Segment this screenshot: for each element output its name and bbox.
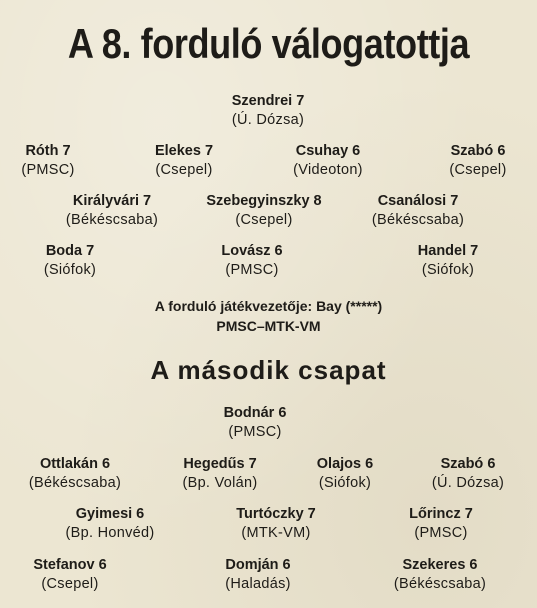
player-club: (Ú. Dózsa) [431,475,505,491]
player-name: Domján 6 [225,557,291,573]
player-club: (Bp. Volán) [182,475,258,491]
first-team-midfielder [179,192,349,230]
player-club: (Békéscsaba) [393,576,487,592]
first-team-defender [393,142,537,180]
first-team-forward [167,242,337,280]
first-team-midfielder [333,192,503,230]
player-name: Szabó 6 [450,143,506,159]
second-team-forward [355,556,525,594]
player-name: Turtóczky 7 [236,506,316,522]
player-club: (Videoton) [293,162,363,178]
player-club: (Bp. Honvéd) [65,525,155,541]
second-team-midfielder [356,505,526,543]
player-name: Elekes 7 [154,143,214,159]
second-team-midfielder [191,505,361,543]
player-club: (Siófok) [421,262,475,278]
player-club: (PMSC) [225,262,279,278]
player-club: (Csepel) [235,212,293,228]
player-club: (MTK-VM) [241,525,311,541]
player-name: Csanálosi 7 [377,193,459,209]
first-team-defender [243,142,413,180]
second-team-midfielder [25,505,195,543]
player-name: Szebegyinszky 8 [206,193,322,209]
player-club: (PMSC) [414,525,468,541]
player-name: Szabó 6 [440,456,496,472]
player-name: Királyvári 7 [72,193,152,209]
second-team-defender [383,455,537,493]
player-club: (Csepel) [155,162,213,178]
player-club: (Ú. Dózsa) [231,112,305,128]
player-club: (Haladás) [225,576,291,592]
player-name: Szekeres 6 [402,557,478,573]
second-team-forward [173,556,343,594]
referee-match: PMSC–MTK-VM [216,318,321,334]
player-name: Bodnár 6 [223,405,287,421]
player-club: (Csepel) [449,162,507,178]
player-club: (Békéscsaba) [65,212,159,228]
player-name: Lovász 6 [221,243,283,259]
player-name: Róth 7 [25,143,71,159]
headline: A 8. forduló válogatottja [67,20,470,67]
player-club: (Siófok) [43,262,97,278]
first-team-midfielder [27,192,197,230]
player-name: Szendrei 7 [231,93,305,109]
second-team-goalkeeper [170,404,340,442]
player-name: Hegedűs 7 [183,456,257,472]
first-team-forward [363,242,533,280]
player-name: Olajos 6 [316,456,374,472]
player-name: Ottlakán 6 [39,456,111,472]
player-name: Handel 7 [417,243,479,259]
second-team-title: A második csapat [150,355,387,385]
player-name: Boda 7 [45,243,95,259]
referee-line: A forduló játékvezetője: Bay (*****) [154,298,383,314]
player-name: Gyimesi 6 [75,506,145,522]
player-club: (Békéscsaba) [371,212,465,228]
player-club: (PMSC) [21,162,75,178]
player-club: (Békéscsaba) [28,475,122,491]
player-name: Lőrincz 7 [409,506,473,522]
first-team-forward [0,242,155,280]
first-team-goalkeeper [183,92,353,130]
player-name: Csuhay 6 [295,143,361,159]
player-club: (PMSC) [228,424,282,440]
player-club: (Siófok) [318,475,372,491]
player-name: Stefanov 6 [33,557,107,573]
player-club: (Csepel) [41,576,99,592]
second-team-forward [0,556,155,594]
